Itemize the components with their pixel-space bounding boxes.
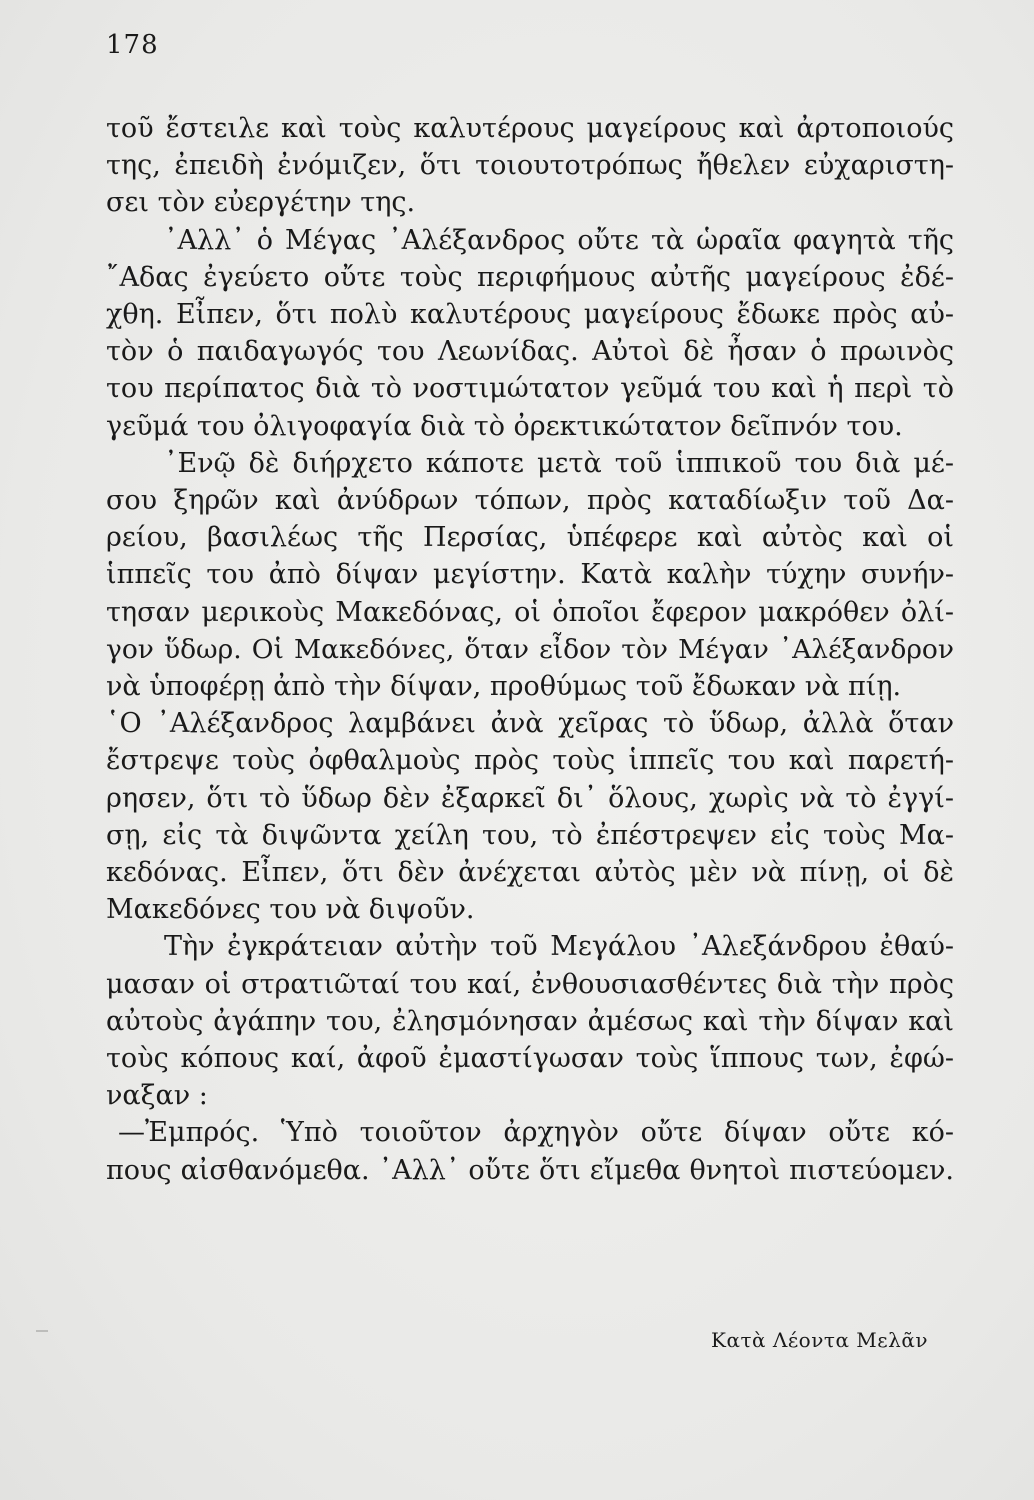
text-line: γεῦμά του ὀλιγοφαγία διὰ τὸ ὀρεκτικώτατον δεῖπνόν του.: [106, 410, 903, 442]
text-line: κεδόνας. Εἶπεν, ὅτι δὲν ἀνέχεται αὐτὸς μὲν νὰ πίνῃ, οἱ δὲ: [106, 857, 954, 889]
scan-mark: [36, 1330, 48, 1332]
text-line: τοὺς κόπους καί, ἀφοῦ ἐμαστίγωσαν τοὺς ἵππους των, ἐφώ-: [106, 1043, 954, 1075]
text-line: ρησεν, ὅτι τὸ ὕδωρ δὲν ἐξαρκεῖ δι᾿ ὅλους, χωρὶς νὰ τὸ ἐγγί-: [106, 782, 954, 814]
text-line: νὰ ὑποφέρῃ ἀπὸ τὴν δίψαν, προθύμως τοῦ ἔδωκαν νὰ πίῃ.: [106, 671, 902, 703]
page-number: 178: [106, 30, 159, 60]
text-line: της, ἐπειδὴ ἐνόμιζεν, ὅτι τοιουτοτρόπως ἤθελεν εὐχαριστη-: [106, 150, 954, 182]
text-line: ρείου, βασιλέως τῆς Περσίας, ὑπέφερε καὶ αὐτὸς καὶ οἱ: [106, 522, 954, 554]
text-line: γον ὕδωρ. Οἱ Μακεδόνες, ὅταν εἶδον τὸν Μέγαν ᾿Αλέξανδρον: [106, 633, 954, 665]
text-line: Τὴν ἐγκράτειαν αὐτὴν τοῦ Μεγάλου ᾿Αλεξάνδρου ἐθαύ-: [164, 931, 954, 963]
text-line: χθη. Εἶπεν, ὅτι πολὺ καλυτέρους μαγείρους ἔδωκε πρὸς αὐ-: [106, 299, 954, 331]
text-line: ᾿Ενῷ δὲ διήρχετο κάποτε μετὰ τοῦ ἱππικοῦ του διὰ μέ-: [164, 447, 954, 479]
text-line: του περίπατος διὰ τὸ νοστιμώτατον γεῦμά του καὶ ἡ περὶ τὸ: [106, 373, 954, 405]
text-line: ἱππεῖς του ἀπὸ δίψαν μεγίστην. Κατὰ καλὴν τύχην συνήν-: [106, 559, 954, 591]
text-line: —Ἐμπρός. Ὑπὸ τοιοῦτον ἀρχηγὸν οὔτε δίψαν οὔτε κό-: [118, 1117, 954, 1149]
author-signature: Κατὰ Λέοντα Μελᾶν: [711, 1328, 928, 1352]
text-line: ῎Αδας ἐγεύετο οὔτε τοὺς περιφήμους αὐτῆς μαγείρους ἐδέ-: [106, 261, 954, 293]
text-line: τησαν μερικοὺς Μακεδόνας, οἱ ὁποῖοι ἔφερον μακρόθεν ὀλί-: [106, 596, 954, 628]
text-line: ῾Ο ᾿Αλέξανδρος λαμβάνει ἀνὰ χεῖρας τὸ ὕδωρ, ἀλλὰ ὅταν: [106, 708, 954, 740]
text-line: τὸν ὁ παιδαγωγός του Λεωνίδας. Αὐτοὶ δὲ ἦσαν ὁ πρωινὸς: [106, 336, 954, 368]
text-line: μασαν οἱ στρατιῶταί του καί, ἐνθουσιασθέντες διὰ τὴν πρὸς: [106, 968, 954, 1000]
text-line: αὐτοὺς ἀγάπην του, ἐλησμόνησαν ἀμέσως καὶ τὴν δίψαν καὶ: [106, 1005, 954, 1037]
text-line: σου ξηρῶν καὶ ἀνύδρων τόπων, πρὸς καταδίωξιν τοῦ Δα-: [106, 485, 954, 517]
text-line: ᾿Αλλ᾿ ὁ Μέγας ᾿Αλέξανδρος οὔτε τὰ ὡραῖα φαγητὰ τῆς: [164, 224, 954, 256]
text-line: σῃ, εἰς τὰ διψῶντα χείλη του, τὸ ἐπέστρεψεν εἰς τοὺς Μα-: [106, 819, 954, 851]
text-line: τοῦ ἔστειλε καὶ τοὺς καλυτέρους μαγείρους καὶ ἀρτοποιούς: [106, 113, 954, 144]
text-line: πους αἰσθανόμεθα. ᾿Αλλ᾿ οὔτε ὅτι εἴμεθα θνητοὶ πιστεύομεν.: [106, 1154, 954, 1186]
text-line: Μακεδόνες του νὰ διψοῦν.: [106, 894, 475, 926]
body-text: [106, 110, 954, 1189]
text-line: σει τὸν εὐεργέτην της.: [106, 187, 416, 219]
text-line: ναξαν :: [106, 1080, 208, 1112]
text-line: ἔστρεψε τοὺς ὀφθαλμοὺς πρὸς τοὺς ἱππεῖς του καὶ παρετή-: [106, 745, 954, 777]
